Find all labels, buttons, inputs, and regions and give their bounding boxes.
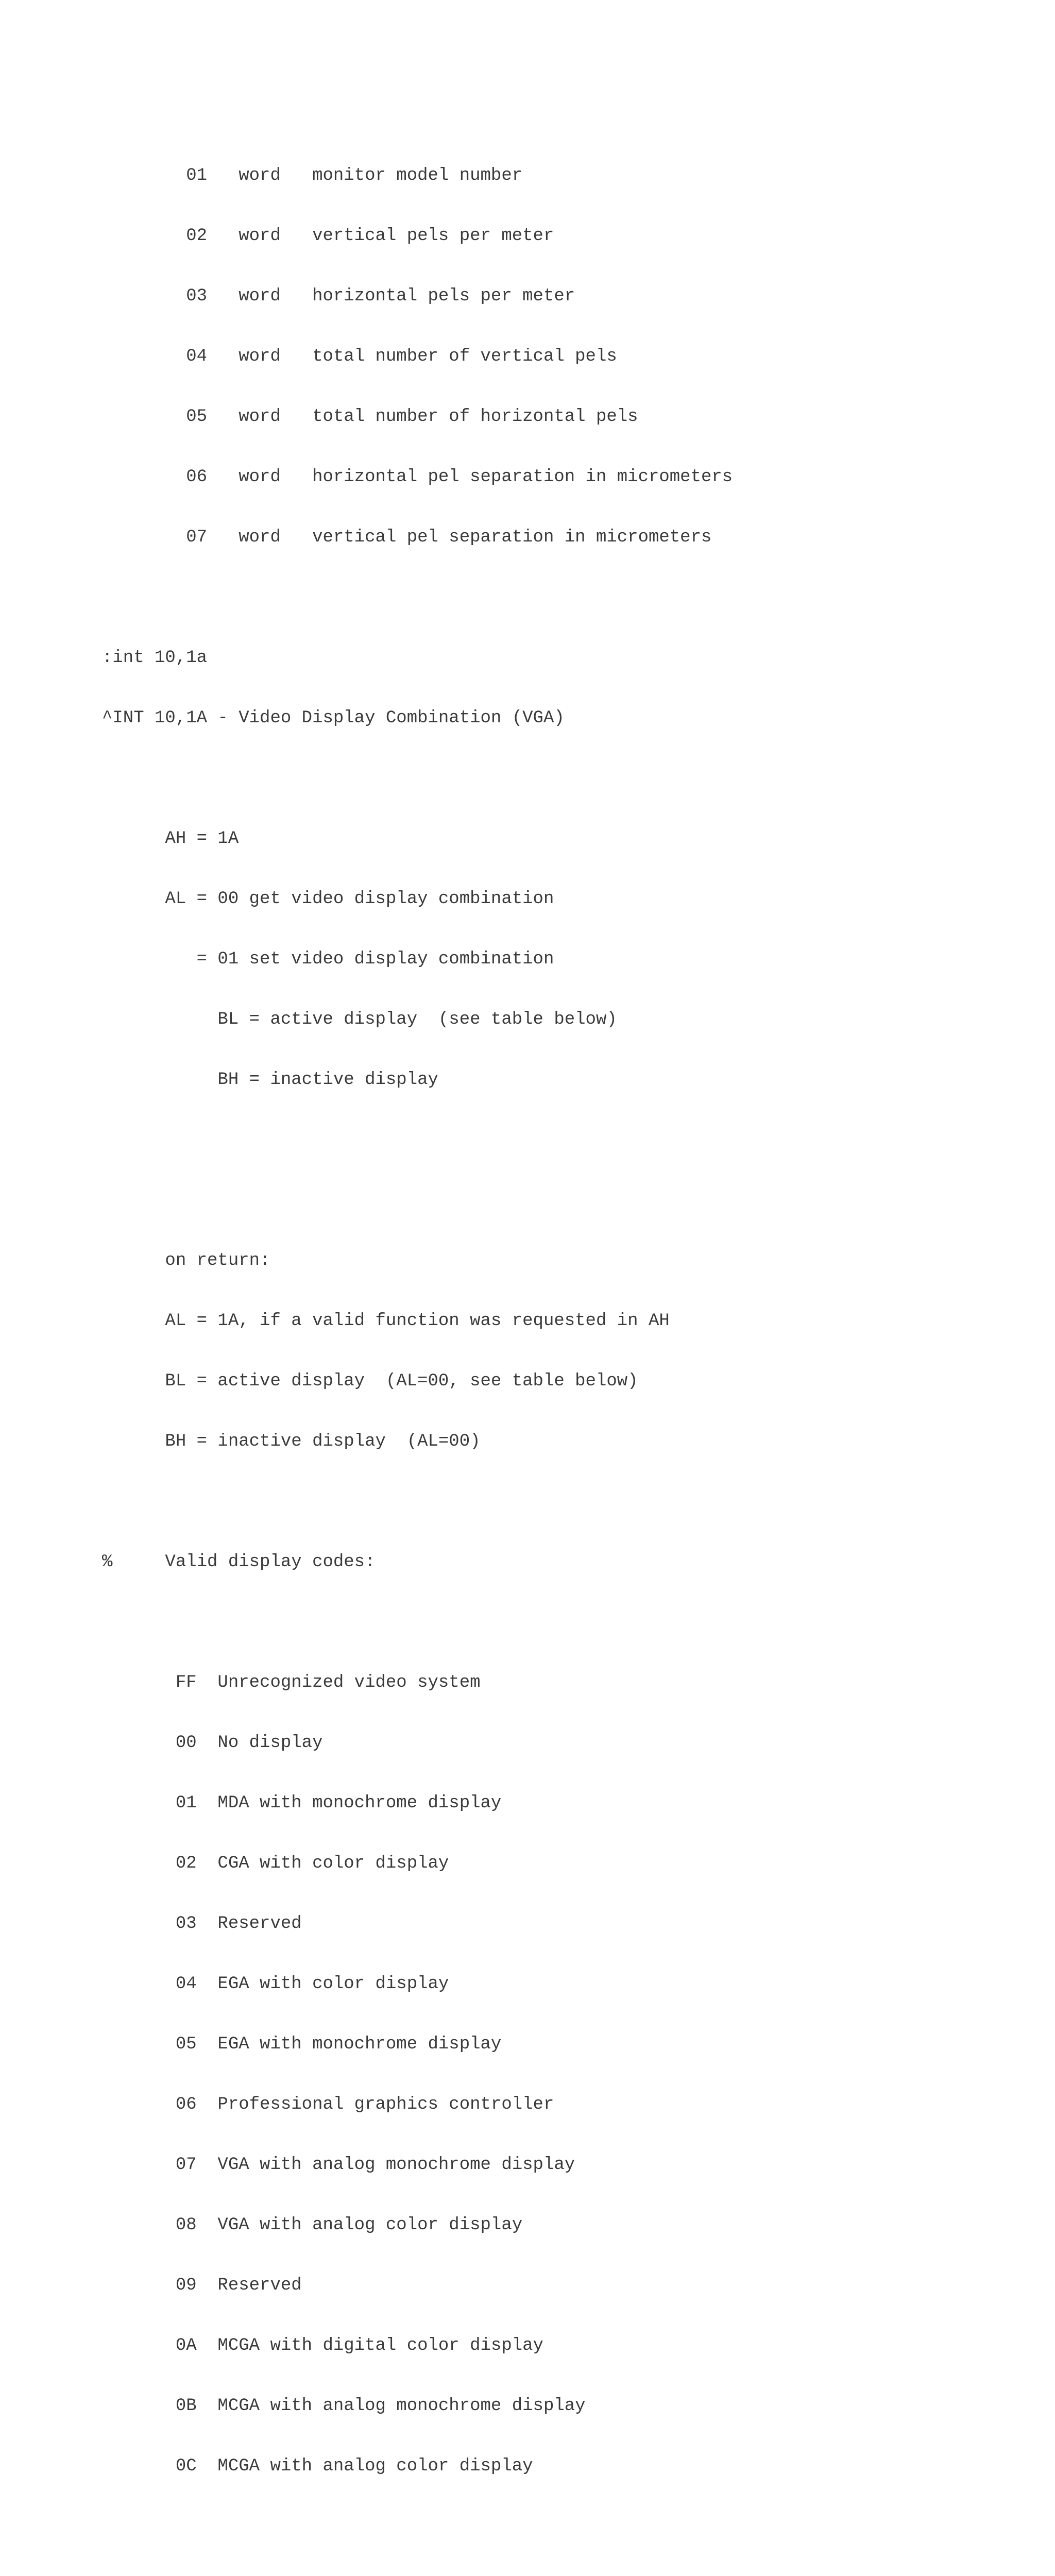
blank-line [102, 2517, 1029, 2537]
table-row: 04 EGA with color display [102, 1974, 449, 1994]
text-line: 06 word horizontal pel separation in micrometers [102, 467, 733, 487]
table-row: 05 EGA with monochrome display [102, 2035, 502, 2054]
text-line: BH = inactive display [102, 1070, 438, 1090]
section-heading: ^INT 10,1A - Video Display Combination (VGA) [102, 708, 565, 728]
blank-line [102, 769, 1029, 789]
text-line: BL = active display (AL=00, see table below) [102, 1371, 638, 1391]
text-line: = 01 set video display combination [102, 950, 554, 969]
text-line: 03 word horizontal pels per meter [102, 286, 575, 306]
blank-line [102, 1130, 1029, 1150]
text-line: on return: [102, 1251, 270, 1270]
text-line: AL = 1A, if a valid function was requested in AH [102, 1311, 670, 1331]
table-row: 0A MCGA with digital color display [102, 2336, 543, 2355]
table-row: 02 CGA with color display [102, 1854, 449, 1873]
table-row: 0B MCGA with analog monochrome display [102, 2396, 586, 2416]
table-row: 0C MCGA with analog color display [102, 2456, 533, 2476]
table-row: 09 Reserved [102, 2276, 302, 2295]
text-line: AH = 1A [102, 829, 239, 849]
document-text [102, 126, 1029, 2576]
blank-line [102, 1492, 1029, 1512]
table-row: FF Unrecognized video system [102, 1673, 481, 1692]
text-line: 05 word total number of horizontal pels [102, 407, 638, 427]
table-row: 00 No display [102, 1733, 323, 1753]
section-tag: :int 10,1a [102, 648, 208, 668]
text-line: 02 word vertical pels per meter [102, 226, 554, 246]
text-line: 01 word monitor model number [102, 166, 523, 185]
text-line: BH = inactive display (AL=00) [102, 1432, 481, 1451]
text-line: 04 word total number of vertical pels [102, 347, 617, 366]
table-row: 03 Reserved [102, 1914, 302, 1934]
table-row: 01 MDA with monochrome display [102, 1793, 502, 1813]
table-row: 07 VGA with analog monochrome display [102, 2155, 575, 2175]
text-line: AL = 00 get video display combination [102, 889, 554, 909]
blank-line [102, 588, 1029, 608]
text-line: 07 word vertical pel separation in micrometers [102, 528, 712, 547]
table-row: 06 Professional graphics controller [102, 2095, 554, 2114]
text-line: % Valid display codes: [102, 1552, 376, 1572]
blank-line [102, 1191, 1029, 1211]
table-row: 08 VGA with analog color display [102, 2215, 523, 2235]
blank-line [102, 1613, 1029, 1633]
text-line: BL = active display (see table below) [102, 1010, 617, 1029]
